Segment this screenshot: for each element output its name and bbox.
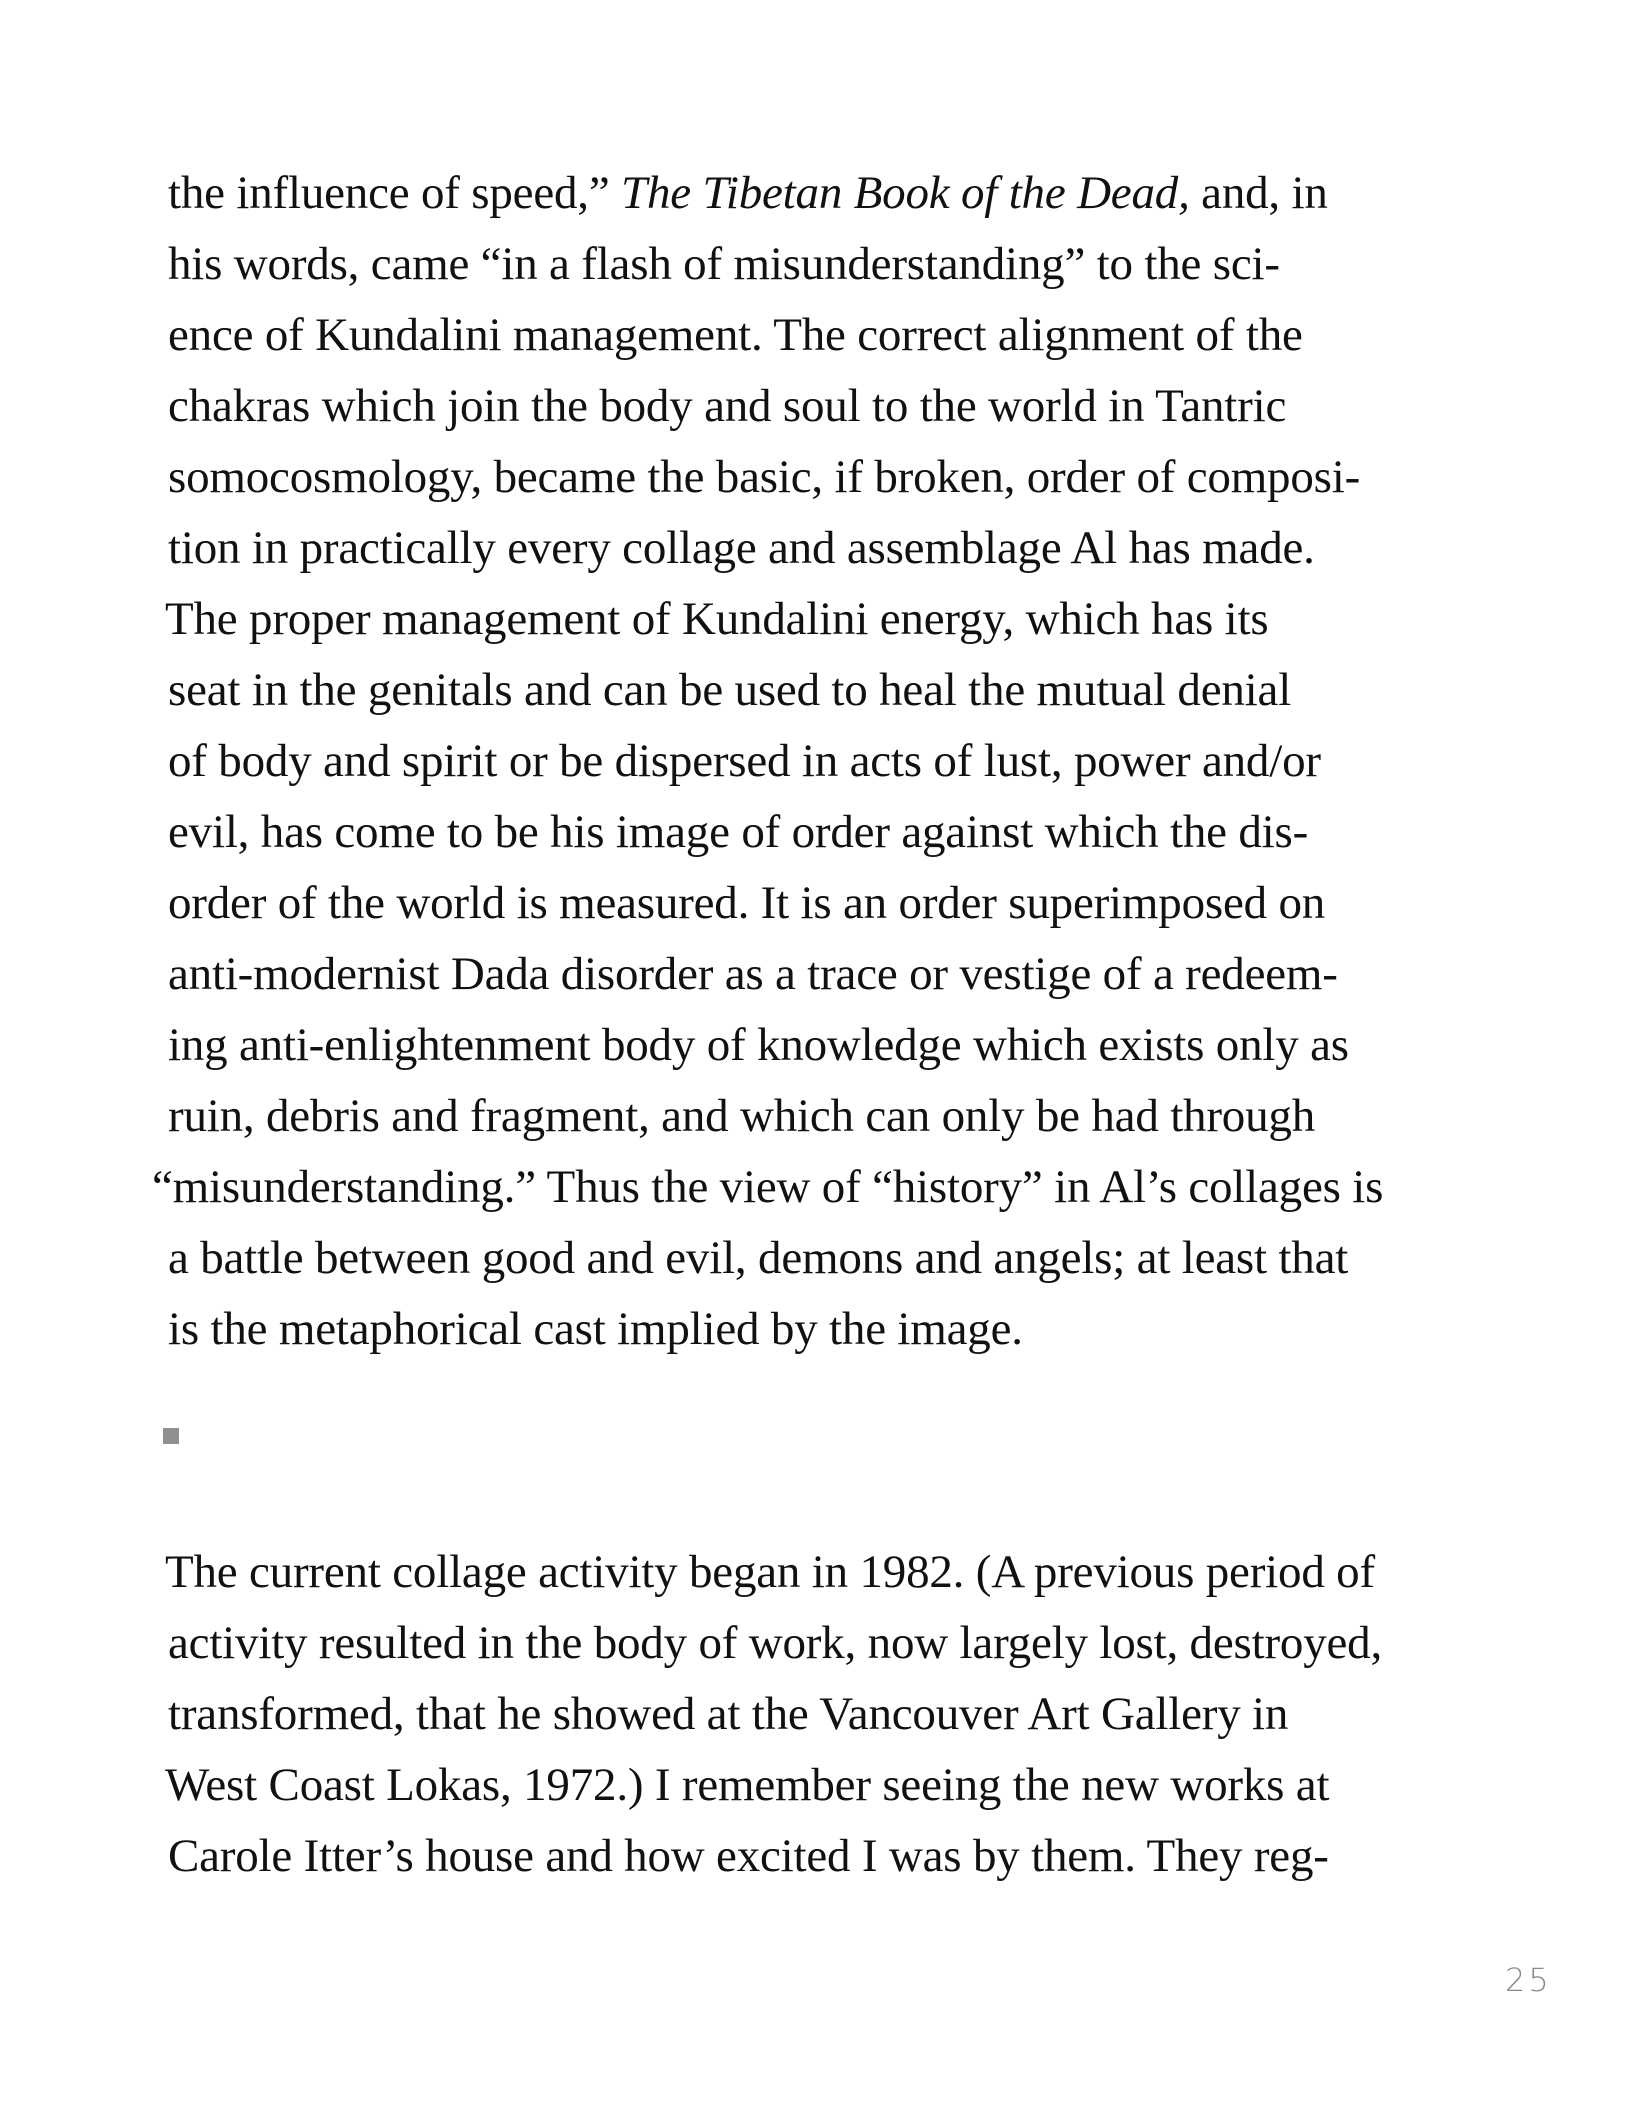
text-line	[168, 158, 1383, 229]
text-line: ence of Kundalini management. The correct alignment of the	[168, 309, 1303, 361]
text-line: The proper management of Kundalini energy, which has its	[165, 593, 1269, 645]
text-line: of body and spirit or be dispersed in acts of lust, power and/or	[168, 735, 1321, 787]
text-run: the influence of speed,”	[168, 167, 622, 219]
text-line: The current collage activity began in 1982. (A previous period of	[165, 1546, 1375, 1598]
text-line: ruin, debris and fragment, and which can only be had through	[168, 1090, 1316, 1142]
paragraph-collage-activity	[165, 1537, 1383, 1892]
text-line: chakras which join the body and soul to the world in Tantric	[168, 380, 1287, 432]
section-break-square-icon	[163, 1428, 179, 1444]
paragraph-kundalini	[152, 158, 1384, 1365]
book-title-italic: The Tibetan Book of the Dead,	[621, 167, 1190, 219]
text-line: ing anti-enlightenment body of knowledge which exists only as	[168, 1019, 1349, 1071]
text-line: seat in the genitals and can be used to heal the mutual denial	[168, 664, 1292, 716]
page-number: 25	[1505, 1961, 1552, 1999]
text-line: “misunderstanding.” Thus the view of “history” in Al’s collages is	[152, 1161, 1384, 1213]
text-line: activity resulted in the body of work, now largely lost, destroyed,	[168, 1617, 1383, 1669]
text-line: order of the world is measured. It is an order superimposed on	[168, 877, 1326, 929]
text-line: is the metaphorical cast implied by the image.	[168, 1303, 1023, 1355]
text-line: transformed, that he showed at the Vancouver Art Gallery in	[168, 1688, 1289, 1740]
text-line: his words, came “in a flash of misunderstanding” to the sci-	[168, 238, 1280, 290]
text-line: a battle between good and evil, demons and angels; at least that	[168, 1232, 1349, 1284]
text-line: anti-modernist Dada disorder as a trace or vestige of a redeem-	[168, 948, 1338, 1000]
text-line: evil, has come to be his image of order against which the dis-	[168, 806, 1309, 858]
text-line: tion in practically every collage and assemblage Al has made.	[168, 522, 1315, 574]
text-run: and, in	[1189, 167, 1328, 219]
text-line: West Coast Lokas, 1972.) I remember seeing the new works at	[165, 1759, 1330, 1811]
text-line: Carole Itter’s house and how excited I was by them. They reg-	[168, 1830, 1329, 1882]
text-line: somocosmology, became the basic, if broken, order of composi-	[168, 451, 1361, 503]
